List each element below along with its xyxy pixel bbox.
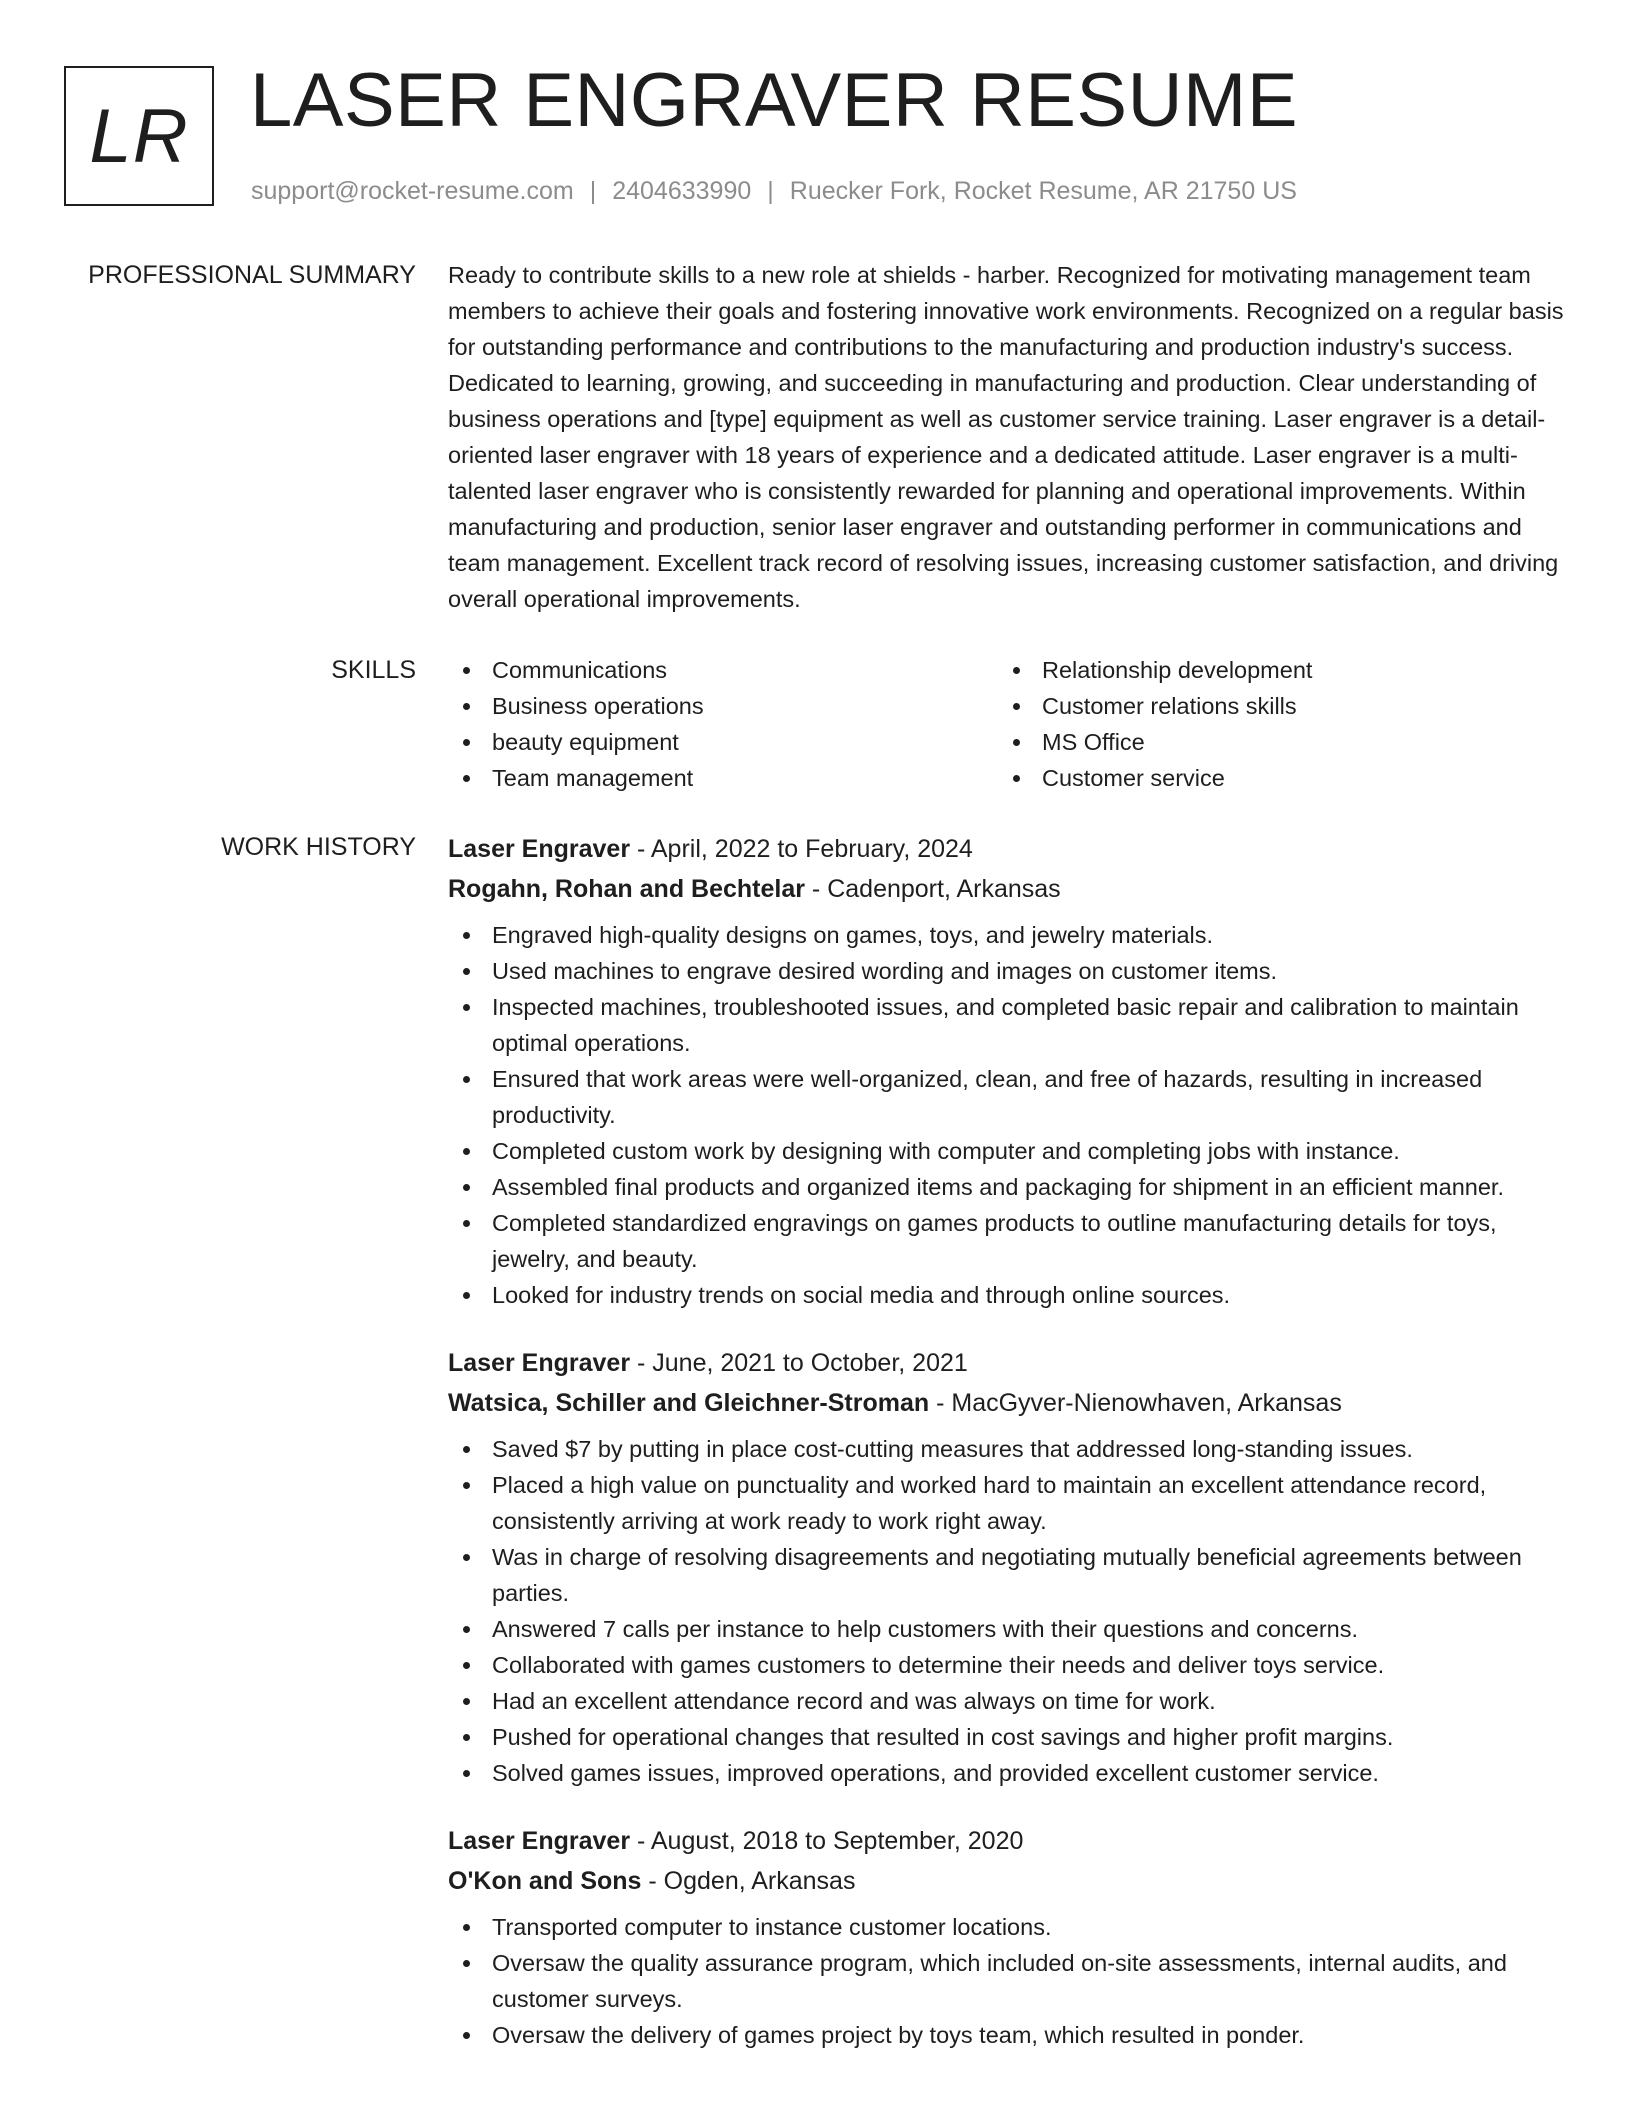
job-company-line — [448, 869, 1568, 909]
job-bullets — [448, 1431, 1568, 1791]
skills-columns — [448, 652, 1568, 796]
job-title-line — [448, 1343, 1568, 1383]
job-entry — [448, 1343, 1568, 1791]
job-bullet: Collaborated with games customers to determine their needs and deliver toys service. — [448, 1647, 1568, 1683]
job-bullet: Oversaw the delivery of games project by toys team, which resulted in ponder. — [448, 2017, 1568, 2053]
work-heading: WORK HISTORY — [221, 833, 416, 861]
job-bullet: Used machines to engrave desired wording and images on customer items. — [448, 953, 1568, 989]
skill-item: beauty equipment — [448, 724, 998, 760]
work-body — [448, 829, 1568, 2083]
job-bullet: Saved $7 by putting in place cost-cutting measures that addressed long-standing issues. — [448, 1431, 1568, 1467]
job-location: - Ogden, Arkansas — [641, 1867, 856, 1895]
job-company: Rogahn, Rohan and Bechtelar — [448, 875, 805, 903]
job-bullets — [448, 1909, 1568, 2053]
job-bullet: Completed custom work by designing with computer and completing jobs with instance. — [448, 1133, 1568, 1169]
job-title-line — [448, 829, 1568, 869]
skill-item: Communications — [448, 652, 998, 688]
skills-list-right — [998, 652, 1548, 796]
job-entry — [448, 1821, 1568, 2053]
summary-heading: PROFESSIONAL SUMMARY — [88, 261, 416, 289]
job-title: Laser Engraver — [448, 835, 631, 863]
job-title: Laser Engraver — [448, 1827, 631, 1855]
job-bullet: Inspected machines, troubleshooted issues, and completed basic repair and calibration to maintain optimal operations. — [448, 989, 1568, 1061]
contact-line — [251, 174, 1297, 208]
summary-body — [448, 257, 1568, 617]
skills-list-left — [448, 652, 998, 796]
job-dates: - August, 2018 to September, 2020 — [630, 1827, 1024, 1855]
skill-item: Business operations — [448, 688, 998, 724]
contact-separator: | — [589, 177, 597, 205]
job-company: O'Kon and Sons — [448, 1867, 642, 1895]
skill-item: Team management — [448, 760, 998, 796]
contact-phone: 2404633990 — [612, 177, 752, 205]
contact-email: support@rocket-resume.com — [251, 177, 574, 205]
job-dates: - June, 2021 to October, 2021 — [630, 1349, 968, 1377]
skill-item: Relationship development — [998, 652, 1548, 688]
job-location: - MacGyver-Nienowhaven, Arkansas — [929, 1389, 1342, 1417]
job-dates: - April, 2022 to February, 2024 — [630, 835, 973, 863]
skill-item: MS Office — [998, 724, 1548, 760]
skills-heading: SKILLS — [331, 656, 416, 684]
job-bullet: Assembled final products and organized items and packaging for shipment in an efficient manner. — [448, 1169, 1568, 1205]
job-bullet: Solved games issues, improved operations, and provided excellent customer service. — [448, 1755, 1568, 1791]
job-company-line — [448, 1861, 1568, 1901]
skills-body — [448, 652, 1568, 796]
monogram-initials: LR — [89, 93, 189, 179]
job-bullet: Placed a high value on punctuality and worked hard to maintain an excellent attendance record, consistently arriving at work ready to work right away. — [448, 1467, 1568, 1539]
contact-separator: | — [767, 177, 774, 205]
job-company-line — [448, 1383, 1568, 1423]
job-bullet: Engraved high-quality designs on games, toys, and jewelry materials. — [448, 917, 1568, 953]
job-bullet: Answered 7 calls per instance to help customers with their questions and concerns. — [448, 1611, 1568, 1647]
job-bullet: Ensured that work areas were well-organized, clean, and free of hazards, resulting in increased productivity. — [448, 1061, 1568, 1133]
resume-title: LASER ENGRAVER RESUME — [250, 58, 1299, 143]
job-location: - Cadenport, Arkansas — [804, 875, 1061, 903]
monogram-box — [64, 66, 214, 206]
contact-address: Ruecker Fork, Rocket Resume, AR 21750 US — [789, 177, 1297, 205]
job-title-line — [448, 1821, 1568, 1861]
job-bullet: Was in charge of resolving disagreements and negotiating mutually beneficial agreements between parties. — [448, 1539, 1568, 1611]
job-entry — [448, 829, 1568, 1313]
skill-item: Customer service — [998, 760, 1548, 796]
job-bullets — [448, 917, 1568, 1313]
job-bullet: Had an excellent attendance record and was always on time for work. — [448, 1683, 1568, 1719]
job-company: Watsica, Schiller and Gleichner-Stroman — [448, 1389, 930, 1417]
job-bullet: Looked for industry trends on social media and through online sources. — [448, 1277, 1568, 1313]
job-bullet: Oversaw the quality assurance program, which included on-site assessments, internal audits, and customer surveys. — [448, 1945, 1568, 2017]
skill-item: Customer relations skills — [998, 688, 1548, 724]
job-bullet: Pushed for operational changes that resulted in cost savings and higher profit margins. — [448, 1719, 1568, 1755]
job-bullet: Completed standardized engravings on games products to outline manufacturing details for toys, jewelry, and beauty. — [448, 1205, 1568, 1277]
summary-text: Ready to contribute skills to a new role at shields - harber. Recognized for motivating management team members to achieve their goals and fostering innovative work environments. Recognized on a regular basis for outstanding performance and contributions to the manufacturing and production industry's success. Dedicated to learning, growing, and succeeding in manufacturing and production. Clear understanding of business operations and [type] equipment as well as customer service training. Laser engraver is a detail-oriented laser engraver with 18 years of experience and a dedicated attitude. Laser engraver is a multi-talented laser engraver who is consistently rewarded for planning and operational improvements. Within manufacturing and production, senior laser engraver and outstanding performer in communications and team management. Excellent track record of resolving issues, increasing customer satisfaction, and driving overall operational improvements. — [448, 262, 1564, 612]
job-title: Laser Engraver — [448, 1349, 631, 1377]
job-bullet: Transported computer to instance customer locations. — [448, 1909, 1568, 1945]
